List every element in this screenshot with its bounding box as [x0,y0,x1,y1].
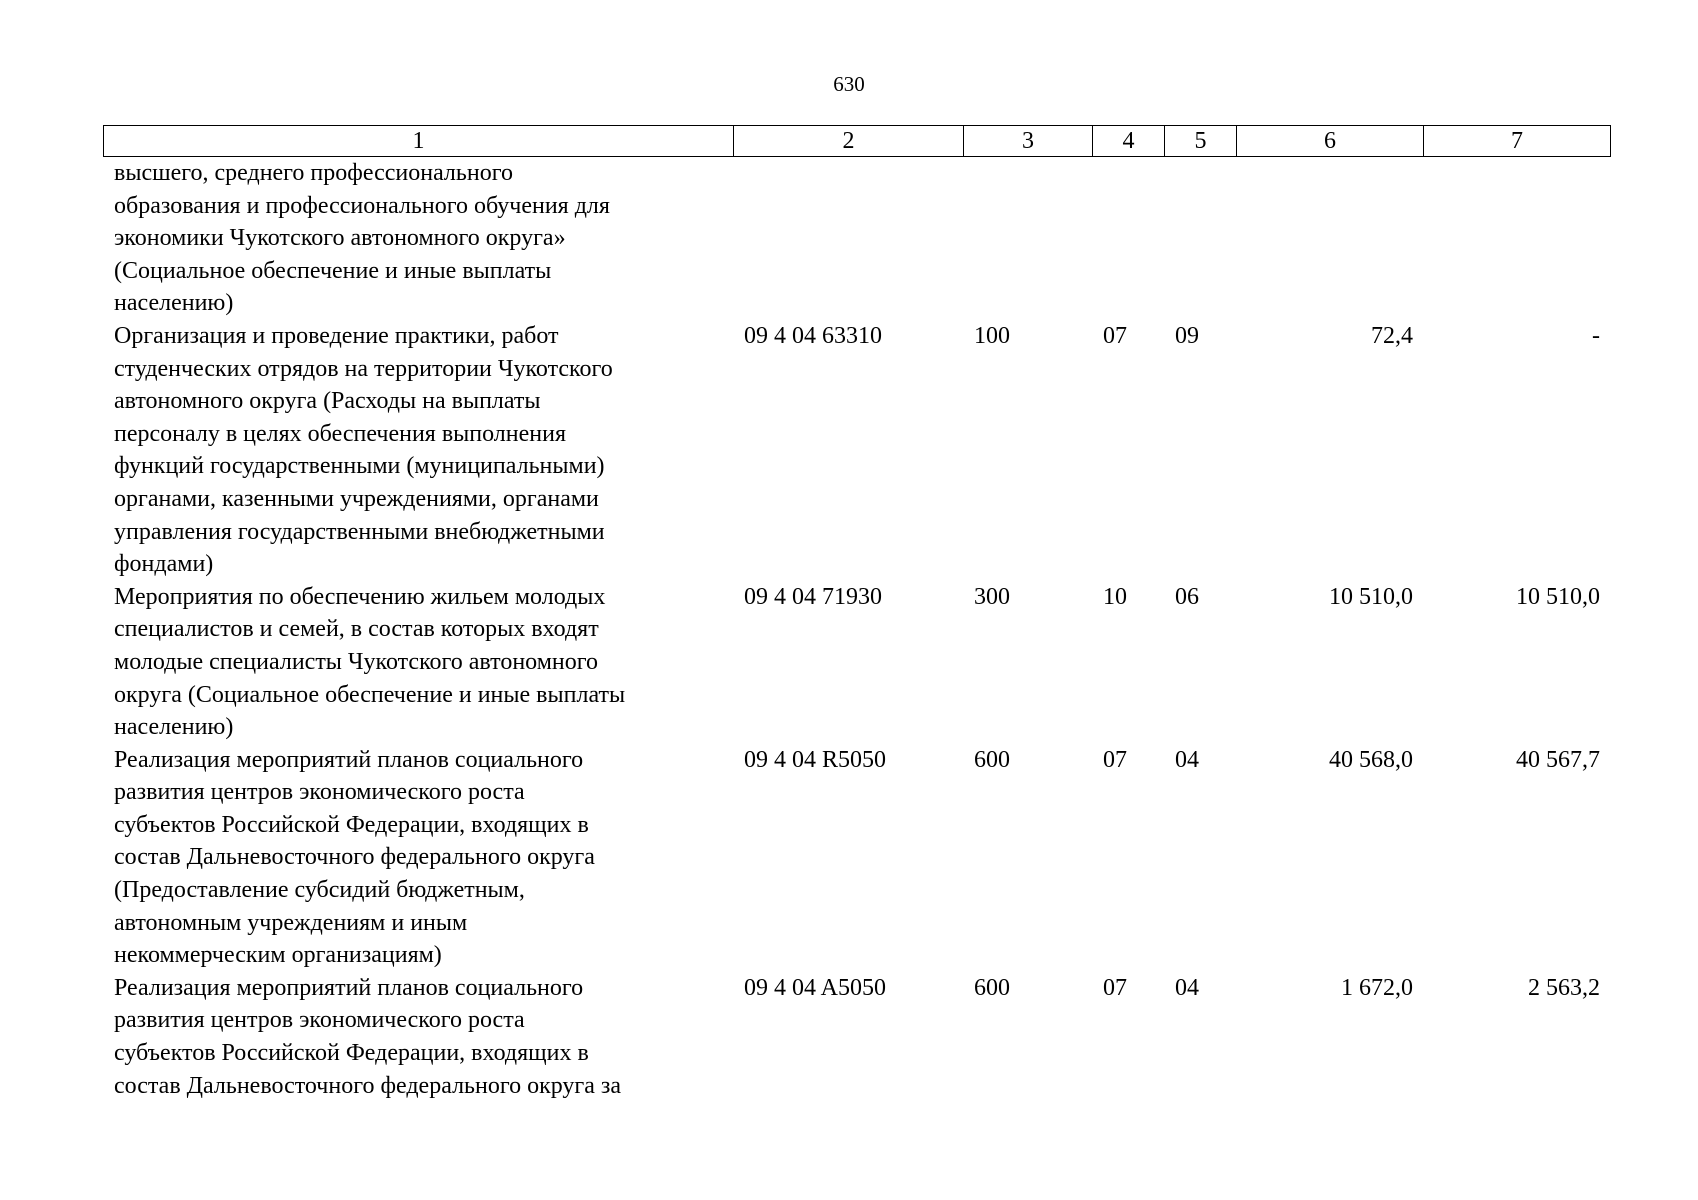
expense-type: 100 [974,322,1010,349]
description-line: субъектов Российской Федерации, входящих в [114,1040,589,1067]
section-code [1092,157,1164,320]
expense-type: 600 [974,746,1010,773]
column-header-2: 2 [734,126,964,157]
amount-col6: 72,4 [1371,322,1413,349]
subsection-code: 09 [1175,322,1199,349]
description-line: субъектов Российской Федерации, входящих в [114,811,589,838]
table-row [103,581,1610,744]
description-line: (Социальное обеспечение и иные выплаты [114,257,552,284]
description-line: функций государственными (муниципальными) [114,453,605,480]
section-code: 07 [1103,322,1127,349]
description-line: населению) [114,714,234,741]
description-line: автономным учреждениям и иным [114,909,468,936]
description-line: управления государственными внебюджетными [114,518,605,545]
amount-col6: 40 568,0 [1329,746,1413,773]
description-line: высшего, среднего профессионального [114,160,513,186]
description-line: студенческих отрядов на территории Чукотского [114,355,613,382]
description-line: специалистов и семей, в состав которых входят [114,616,599,643]
description-line: персоналу в целях обеспечения выполнения [114,420,567,447]
target-code [733,157,963,320]
column-header-5: 5 [1165,126,1237,157]
description-line: фондами) [114,551,214,578]
target-code: 09 4 04 71930 [744,583,882,610]
table-row [103,320,1610,581]
table-row [103,972,1610,1102]
subsection-code: 04 [1175,746,1199,773]
item-description [103,581,733,744]
section-code: 07 [1103,974,1127,1001]
subsection-code: 06 [1175,583,1199,610]
description-line: состав Дальневосточного федерального округа [114,844,595,871]
description-line: образования и профессионального обучения для [114,192,610,219]
description-line: Реализация мероприятий планов социального [114,974,584,1001]
amount-col6: 1 672,0 [1341,974,1413,1001]
description-line: (Предоставление субсидий бюджетным, [114,877,525,904]
column-header-3: 3 [964,126,1093,157]
description-line: развития центров экономического роста [114,779,525,806]
table-row [103,157,1610,320]
description-line: экономики Чукотского автономного округа» [114,225,566,252]
amount-col6: 10 510,0 [1329,583,1413,610]
item-description [103,157,733,320]
column-header-1: 1 [104,126,734,157]
table-row [103,744,1610,972]
target-code: 09 4 04 A5050 [744,974,887,1001]
table-body [103,157,1610,1102]
description-line: автономного округа (Расходы на выплаты [114,388,541,415]
item-description [103,972,733,1102]
section-code: 10 [1103,583,1127,610]
amount-col7 [1423,157,1610,320]
budget-table [103,125,1610,1102]
page-number: 630 [833,72,865,96]
amount-col7: 40 567,7 [1516,746,1600,773]
description-line: некоммерческим организациям) [114,942,442,969]
expense-type [963,157,1092,320]
subsection-code [1164,157,1236,320]
description-line: Организация и проведение практики, работ [114,322,559,349]
description-line: Мероприятия по обеспечению жильем молодых [114,583,606,610]
column-header-6: 6 [1237,126,1424,157]
item-description [103,744,733,972]
description-line: органами, казенными учреждениями, органами [114,485,599,512]
description-line: развития центров экономического роста [114,1007,525,1034]
description-line: состав Дальневосточного федерального округа за [114,1072,622,1099]
amount-col6 [1236,157,1423,320]
target-code: 09 4 04 R5050 [744,746,887,773]
section-code: 07 [1103,746,1127,773]
description-line: молодые специалисты Чукотского автономного [114,648,598,675]
column-header-row [103,125,1611,157]
amount-col7: 2 563,2 [1528,974,1600,1001]
description-line: Реализация мероприятий планов социального [114,746,584,773]
target-code: 09 4 04 63310 [744,322,882,349]
description-line: округа (Социальное обеспечение и иные выплаты [114,681,626,708]
column-header-7: 7 [1424,126,1611,157]
expense-type: 600 [974,974,1010,1001]
column-header-4: 4 [1093,126,1165,157]
subsection-code: 04 [1175,974,1199,1001]
amount-col7: 10 510,0 [1516,583,1600,610]
amount-col7: - [1592,322,1600,349]
expense-type: 300 [974,583,1010,610]
description-line: населению) [114,290,234,317]
item-description [103,320,733,581]
